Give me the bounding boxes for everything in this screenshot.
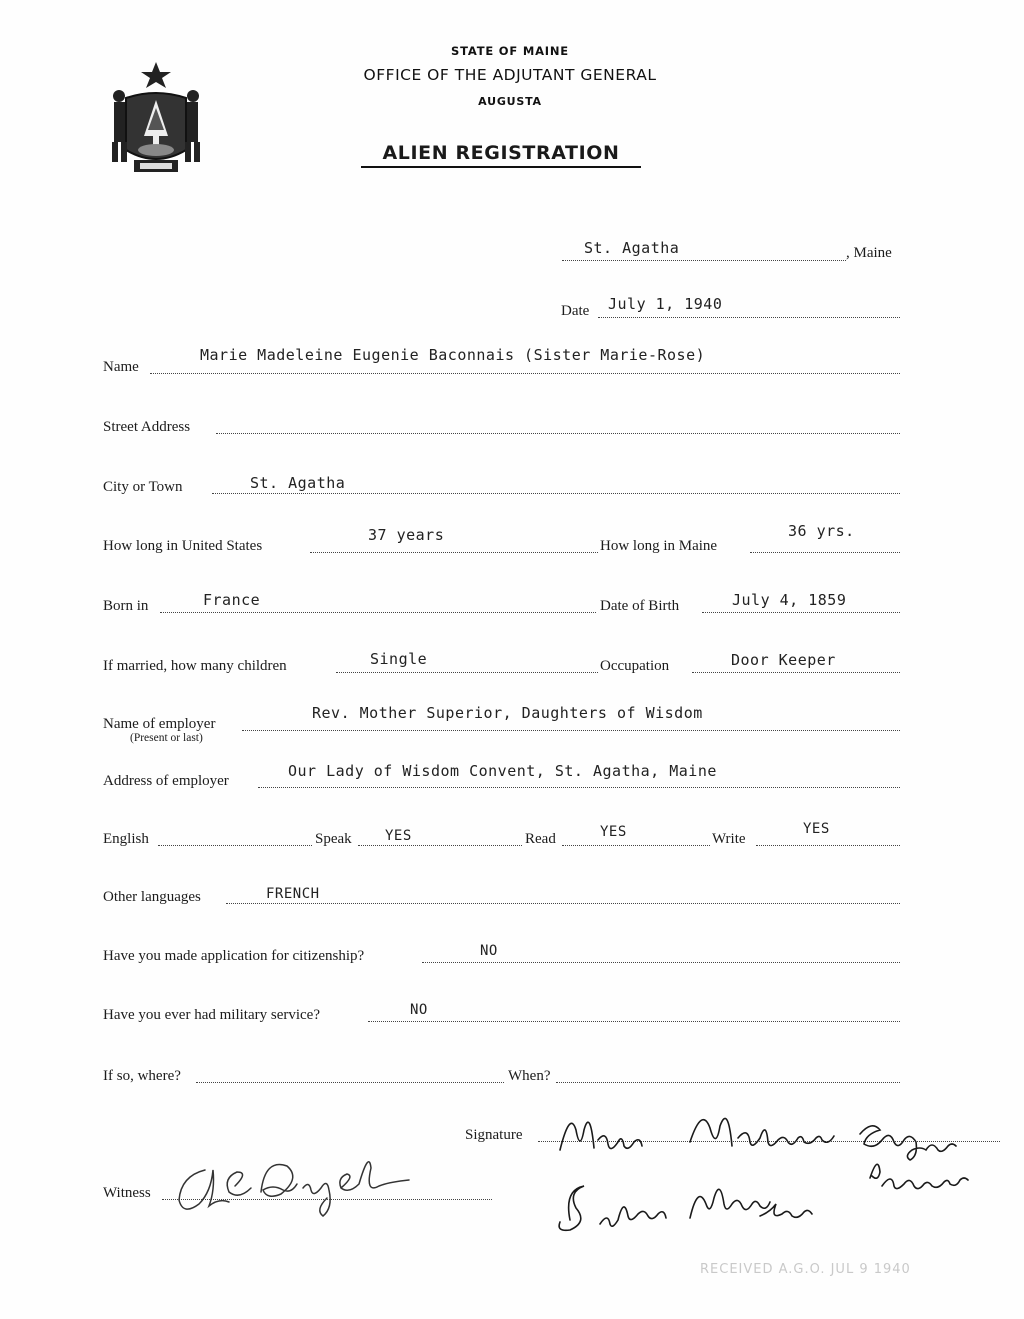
other-languages-value[interactable]: FRENCH [266, 886, 320, 902]
where-line [196, 1082, 504, 1083]
how-long-maine-label: How long in Maine [600, 538, 718, 554]
speak-line [358, 845, 522, 846]
speak-label: Speak [315, 831, 352, 847]
date-label: Date [561, 303, 590, 319]
children-value[interactable]: Single [370, 650, 428, 668]
name-label: Name [103, 359, 139, 375]
place-line [562, 260, 846, 261]
employer-line [242, 730, 900, 731]
military-line [368, 1021, 900, 1022]
city-label: City or Town [103, 479, 183, 495]
signature-label: Signature [465, 1127, 523, 1143]
state-of-maine-seal-icon [104, 58, 208, 176]
how-long-maine-line [750, 552, 900, 553]
english-line [158, 845, 312, 846]
place-suffix: , Maine [846, 245, 892, 261]
speak-value[interactable]: YES [385, 828, 412, 844]
citizenship-label: Have you made application for citizenship? [103, 948, 365, 964]
dob-value[interactable]: July 4, 1859 [732, 591, 847, 609]
form-title: ALIEN REGISTRATION [361, 142, 641, 168]
street-line [216, 433, 900, 434]
english-label: English [103, 831, 149, 847]
employer-value[interactable]: Rev. Mother Superior, Daughters of Wisdom [312, 704, 703, 722]
signature-handwriting [540, 1090, 1020, 1240]
military-label: Have you ever had military service? [103, 1007, 320, 1023]
header-state: STATE OF MAINE [451, 44, 569, 58]
how-long-us-value[interactable]: 37 years [368, 526, 445, 544]
born-in-value[interactable]: France [203, 591, 261, 609]
born-in-line [160, 612, 596, 613]
occupation-line [692, 672, 900, 673]
city-line [212, 493, 900, 494]
citizenship-line [422, 962, 900, 963]
employer-label: Name of employer [103, 716, 216, 732]
received-stamp: RECEIVED A.G.O. JUL 9 1940 [700, 1262, 911, 1277]
city-value[interactable]: St. Agatha [250, 474, 346, 492]
dob-label: Date of Birth [600, 598, 680, 614]
how-long-us-label: How long in United States [103, 538, 263, 554]
when-line [556, 1082, 900, 1083]
header-city: AUGUSTA [478, 95, 542, 108]
read-value[interactable]: YES [600, 824, 627, 840]
write-label: Write [712, 831, 746, 847]
employer-address-label: Address of employer [103, 773, 229, 789]
name-value[interactable]: Marie Madeleine Eugenie Baconnais (Sister Marie-Rose) [200, 346, 706, 364]
other-languages-line [226, 903, 900, 904]
place-value[interactable]: St. Agatha [584, 239, 680, 257]
dob-line [702, 612, 900, 613]
occupation-label: Occupation [600, 658, 670, 674]
employer-address-line [258, 787, 900, 788]
born-in-label: Born in [103, 598, 149, 614]
children-line [336, 672, 598, 673]
occupation-value[interactable]: Door Keeper [731, 651, 836, 669]
employer-sublabel: (Present or last) [130, 732, 203, 744]
military-value[interactable]: NO [410, 1002, 428, 1018]
other-languages-label: Other languages [103, 889, 201, 905]
children-label: If married, how many children [103, 658, 287, 674]
how-long-maine-value[interactable]: 36 yrs. [788, 522, 855, 540]
name-line [150, 373, 900, 374]
street-label: Street Address [103, 419, 191, 435]
write-value[interactable]: YES [803, 821, 830, 837]
where-label: If so, where? [103, 1068, 181, 1084]
date-line [598, 317, 900, 318]
employer-address-value[interactable]: Our Lady of Wisdom Convent, St. Agatha, Maine [288, 762, 717, 780]
read-line [562, 845, 710, 846]
how-long-us-line [310, 552, 598, 553]
read-label: Read [525, 831, 556, 847]
witness-label: Witness [103, 1185, 151, 1201]
header-office: OFFICE OF THE ADJUTANT GENERAL [363, 66, 657, 84]
write-line [756, 845, 900, 846]
witness-handwriting [165, 1140, 435, 1230]
date-value[interactable]: July 1, 1940 [608, 295, 723, 313]
citizenship-value[interactable]: NO [480, 943, 498, 959]
when-label: When? [508, 1068, 551, 1084]
